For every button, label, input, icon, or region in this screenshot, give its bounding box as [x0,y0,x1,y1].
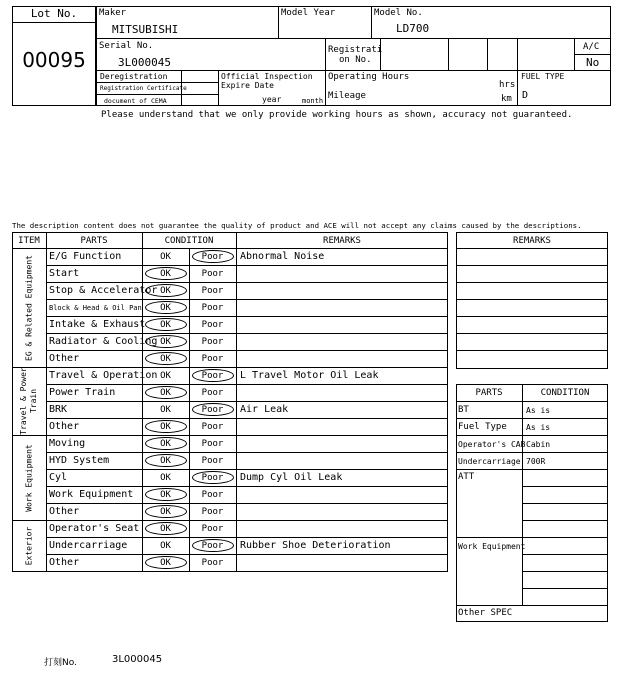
selected-mark-ok [145,454,187,467]
spec-fuel-type-value: As is [526,423,551,432]
ok-option[interactable]: OK [160,371,171,381]
part-label: BRK [49,404,68,415]
poor-option[interactable]: Poor [201,541,224,551]
official-inspection-label-1: Official Inspection [221,72,313,81]
registration-no-label-2: on No. [339,55,372,65]
poor-option[interactable]: Poor [201,252,224,262]
selected-mark-poor [192,471,234,484]
poor-option[interactable]: Poor [201,405,224,415]
poor-option[interactable]: Poor [201,507,224,517]
poor-option[interactable]: Poor [201,286,224,296]
poor-option[interactable]: Poor [201,269,224,279]
spec-bt-label: BT [458,405,469,415]
ok-option[interactable]: OK [160,507,171,517]
selected-mark-ok [145,522,187,535]
part-label: Cyl [49,472,68,483]
part-label: HYD System [49,455,110,466]
poor-option[interactable]: Poor [201,524,224,534]
ok-option[interactable]: OK [160,405,171,415]
ok-option[interactable]: OK [160,286,171,296]
selected-mark-ok [145,488,187,501]
group-label: Work Equipment [24,443,33,512]
ok-option[interactable]: OK [160,439,171,449]
group-label: EG & Related Equipment [24,254,33,361]
ac-label: A/C [583,42,600,52]
spec-col-condition: CONDITION [540,388,590,398]
part-label: Radiator & Cooling [49,336,158,347]
selected-mark-ok [145,267,187,280]
part-label: Work Equipment [49,489,134,500]
ok-option[interactable]: OK [160,269,171,279]
right-remarks-title: REMARKS [513,236,551,246]
model-no-value: LD700 [396,22,430,35]
selected-mark-poor [192,539,234,552]
selected-mark-poor [192,369,234,382]
part-label: Power Train [49,387,116,398]
remark-text: Rubber Shoe Deterioration [240,540,391,551]
poor-option[interactable]: Poor [201,303,224,313]
hrs-label: hrs [499,80,516,90]
part-label: Travel & Operation [49,370,158,381]
registration-no-label-1: Registrati [328,45,383,55]
ok-option[interactable]: OK [160,337,171,347]
poor-option[interactable]: Poor [201,439,224,449]
part-label: Block & Head & Oil Pan [49,304,142,312]
poor-option[interactable]: Poor [201,337,224,347]
part-label: Other [49,353,80,364]
spec-other-spec-label: Other SPEC [458,608,513,618]
poor-option[interactable]: Poor [201,422,224,432]
document-cema-label: document of CEMA [104,97,167,105]
poor-option[interactable]: Poor [201,473,224,483]
poor-option[interactable]: Poor [201,490,224,500]
part-label: Intake & Exhaust [49,319,146,330]
selected-mark-ok [145,556,187,569]
spec-operators-cab-value: Cabin [526,440,551,449]
spec-fuel-type-label: Fuel Type [458,422,507,432]
disclaimer-text: The description content does not guarantee the quality of product and ACE will not accept any claims caused by the descriptions. [12,221,582,230]
group-label: Travel & Power Train [19,367,38,435]
part-label: Operator's Seat [49,523,140,534]
spec-work-equipment-label: Work Equipment [458,542,526,551]
maker-value: MITSUBISHI [112,23,179,36]
spec-operators-cab-label: Operator's CAB [458,440,526,449]
selected-mark-ok [145,352,187,365]
ok-option[interactable]: OK [160,388,171,398]
selected-mark-ok [145,420,187,433]
poor-option[interactable]: Poor [201,371,224,381]
col-item-header: ITEM [18,236,40,246]
poor-option[interactable]: Poor [201,456,224,466]
part-label: Start [49,268,80,279]
selected-mark-ok [145,505,187,518]
ok-option[interactable]: OK [160,303,171,313]
lot-no-value: 00095 [22,48,86,72]
maker-label: Maker [99,8,127,18]
remark-text: L Travel Motor Oil Leak [240,370,379,381]
serial-no-label: Serial No. [99,41,154,51]
part-label: Moving [49,438,86,449]
spec-undercarriage-label: Undercarriage [458,457,521,466]
remark-text: Abnormal Noise [240,251,325,262]
month-label: month [302,97,324,105]
lot-no-label: Lot No. [30,7,78,20]
part-label: Other [49,557,80,568]
part-label: Stop & Accelerator [49,285,158,296]
col-parts-header: PARTS [80,236,108,246]
mileage-label: Mileage [328,91,366,101]
ac-value: No [586,56,600,69]
deregistration-label: Deregistration [100,72,168,81]
stamp-no-label: 打刻No. [44,658,77,668]
registration-certificate-label: Registration Certificate [100,85,187,92]
selected-mark-ok [145,318,187,331]
ok-option[interactable]: OK [160,490,171,500]
operating-hours-label: Operating Hours [328,72,410,82]
selected-mark-ok [145,386,187,399]
part-label: Other [49,421,80,432]
official-inspection-label-2: Expire Date [221,81,274,90]
selected-mark-ok [145,284,187,297]
ok-option[interactable]: OK [160,354,171,364]
km-label: km [501,94,512,104]
part-label: Other [49,506,80,517]
spec-col-parts: PARTS [475,388,503,398]
ok-option[interactable]: OK [160,320,171,330]
ok-option[interactable]: OK [160,524,171,534]
selected-mark-ok [145,301,187,314]
serial-no-value: 3L000045 [118,56,171,69]
selected-mark-poor [192,250,234,263]
hours-note: Please understand that we only provide working hours as shown, accuracy not guaranteed. [101,110,573,120]
col-condition-header: CONDITION [164,236,214,246]
ok-option[interactable]: OK [160,473,171,483]
selected-mark-ok [145,335,187,348]
part-label: Undercarriage [49,540,128,551]
remark-text: Air Leak [240,404,289,415]
ok-option[interactable]: OK [160,252,171,262]
ok-option[interactable]: OK [160,541,171,551]
selected-mark-ok [145,437,187,450]
spec-bt-value: As is [526,406,551,415]
ok-option[interactable]: OK [160,422,171,432]
group-label: Exterior [24,526,33,565]
part-label: E/G Function [49,251,122,262]
spec-att-label: ATT [458,472,475,482]
col-remarks-header: REMARKS [323,236,361,246]
remark-text: Dump Cyl Oil Leak [240,472,343,483]
model-year-label: Model Year [281,8,336,18]
spec-undercarriage-value: 700R [526,457,546,466]
poor-option[interactable]: Poor [201,558,224,568]
poor-option[interactable]: Poor [201,388,224,398]
poor-option[interactable]: Poor [201,354,224,364]
ok-option[interactable]: OK [160,456,171,466]
model-no-label: Model No. [374,8,423,18]
poor-option[interactable]: Poor [201,320,224,330]
year-label: year [262,95,282,104]
stamp-no-value: 3L000045 [112,654,163,665]
selected-mark-poor [192,403,234,416]
fuel-type-value: D [522,90,529,101]
ok-option[interactable]: OK [160,558,171,568]
fuel-type-label: FUEL TYPE [521,72,565,81]
